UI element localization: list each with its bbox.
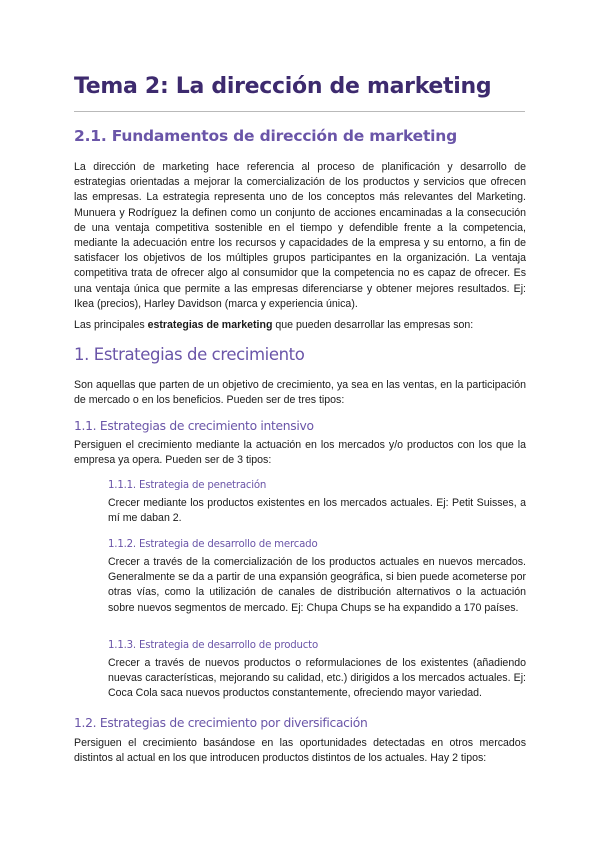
heading-penetracion: 1.1.1. Estrategia de penetración (108, 480, 267, 491)
heading-desarrollo-mercado: 1.1.2. Estrategia de desarrollo de mercado (108, 539, 318, 550)
title-underline (74, 111, 525, 112)
penetracion-paragraph: Crecer mediante los productos existentes en los mercados actuales. Ej: Petit Suisses, a mí me daban 2. (108, 497, 526, 525)
heading-estrategias-crecimiento: 1. Estrategias de crecimiento (74, 345, 305, 364)
principal-text-before: Las principales (74, 319, 148, 331)
section-heading: 2.1. Fundamentos de dirección de marketing (74, 127, 458, 145)
intro-paragraph: La dirección de marketing hace referencia al proceso de planificación y desarrollo de estrategias orientadas a mejorar la comercialización de los productos y servicios que ofrecen las empresas. La estrategia representa uno de los conceptos más relevantes del Marketing. Munuera y Rodríguez la definen como un conjunto de acciones encaminadas a la consecución de una ventaja competitiva sostenible en el tiempo y defendible frente a la competencia, mediante la adecuación entre los recursos y capacidades de la empresa y su entorno, a fin de satisfacer los objetivos de los múltiples grupos participantes en la organización. La ventaja competitiva trata de ofrecer algo al consumidor que la competencia no es capaz de ofrecer. Es una ventaja única que permite a las empresas diferenciarse y obtener mejores resultados. Ej: Ikea (precios), Harley Davidson (marca y experiencia única). (74, 161, 526, 310)
diversificacion-paragraph: Persiguen el crecimiento basándose en las oportunidades detectadas en otros mercados distintos al actual en los que introducen productos distintos de los actuales. Hay 2 tipos: (74, 737, 526, 765)
intensivo-paragraph: Persiguen el crecimiento mediante la actuación en los mercados y/o productos con los que la empresa ya opera. Pueden ser de 3 tipos: (74, 439, 526, 467)
desarrollo-mercado-paragraph: Crecer a través de la comercialización de los productos actuales en nuevos mercados. Generalmente se da a partir de una expansión geográfica, si bien puede acometerse por otras vías, como la utilización de canales de distribución alternativos o la actuación sobre nuevos segmentos de mercado. Ej: Chupa Chups se ha expandido a 170 países. (108, 556, 526, 614)
principal-text-after: que pueden desarrollar las empresas son: (272, 319, 474, 331)
heading-crecimiento-intensivo: 1.1. Estrategias de crecimiento intensivo (74, 419, 314, 433)
heading-desarrollo-producto: 1.1.3. Estrategia de desarrollo de producto (108, 640, 318, 651)
principal-text-bold: estrategias de marketing (147, 319, 273, 331)
crecimiento-paragraph: Son aquellas que parten de un objetivo de crecimiento, ya sea en las ventas, en la participación de mercado o en los beneficios. Pueden ser de tres tipos: (74, 379, 526, 407)
document-title: Tema 2: La dirección de marketing (74, 74, 492, 99)
principal-strategies-paragraph (74, 318, 526, 333)
desarrollo-producto-paragraph: Crecer a través de nuevos productos o reformulaciones de los existentes (añadiendo nuevas características, mejorando su calidad, etc.) dirigidos a los mercados actuales. Ej: Coca Cola saca nuevos productos constantemente, ofreciendo mayor variedad. (108, 657, 526, 700)
heading-diversificacion: 1.2. Estrategias de crecimiento por diversificación (74, 716, 368, 730)
